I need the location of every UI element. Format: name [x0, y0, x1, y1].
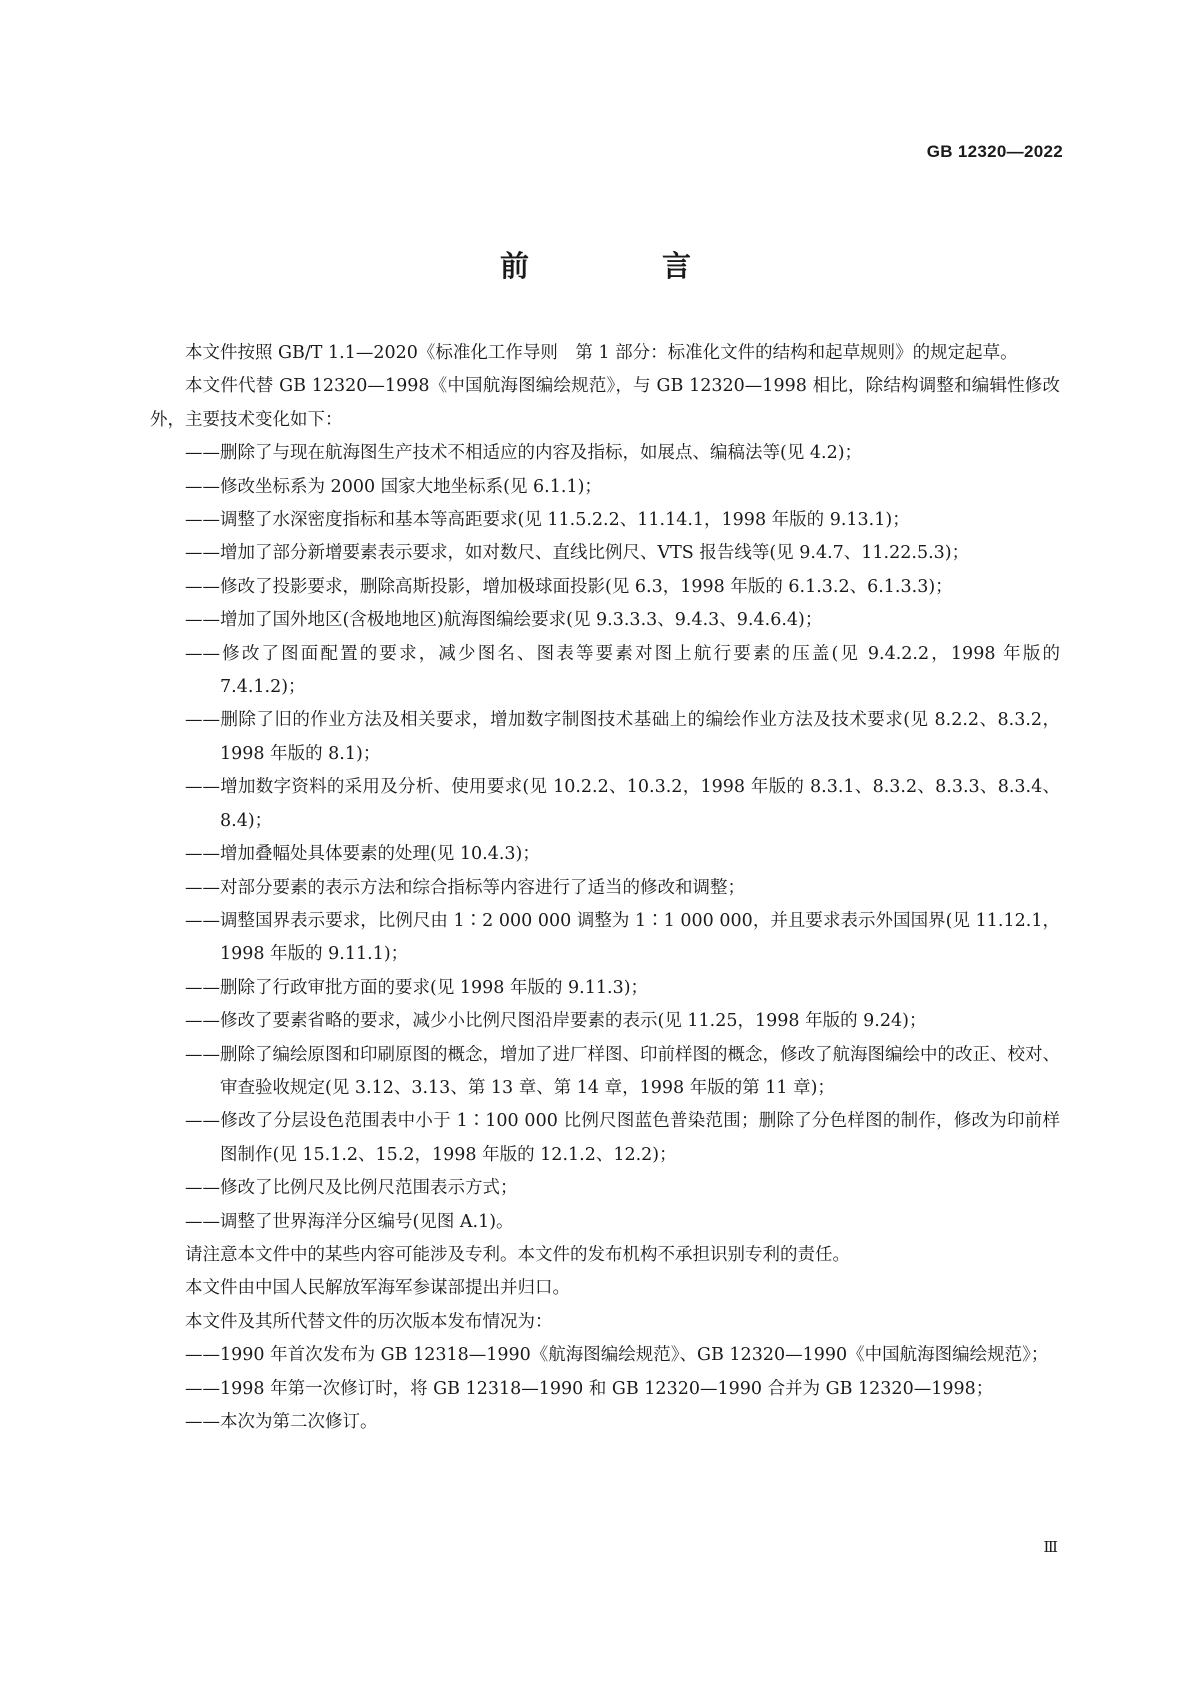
list-item: ——对部分要素的表示方法和综合指标等内容进行了适当的修改和调整； — [185, 877, 745, 898]
paragraph: 本文件代替 GB 12320—1998《中国航海图编绘规范》，与 GB 12320—1998 相比，除结构调整和编辑性修改外，主要技术变化如下： — [150, 376, 1060, 430]
paragraph: 本文件按照 GB/T 1.1—2020《标准化工作导则 第 1 部分：标准化文件的结构和起草规则》的规定起草。 — [185, 343, 1018, 363]
list-item: ——修改了分层设色范围表中小于 1∶100 000 比例尺图蓝色普染范围；删除了分色样图的制作，修改为印前样图制作(见 15.1.2、15.2，1998 年版的 12.1.2、12.2)； — [185, 1111, 1060, 1165]
paragraph: 请注意本文件中的某些内容可能涉及专利。本文件的发布机构不承担识别专利的责任。 — [185, 1244, 850, 1265]
page-number: Ⅲ — [1043, 1538, 1058, 1556]
list-item: ——增加了部分新增要素表示要求，如对数尺、直线比例尺、VTS 报告线等(见 9.4.7、11.22.5.3)； — [185, 543, 970, 564]
list-item: ——调整了水深密度指标和基本等高距要求(见 11.5.2.2、11.14.1，1998 年版的 9.13.1)； — [185, 510, 910, 531]
paragraph: 本文件由中国人民解放军海军参谋部提出并归口。 — [185, 1278, 570, 1299]
paragraph: 本文件及其所代替文件的历次版本发布情况为： — [185, 1311, 553, 1332]
list-item: ——调整国界表示要求，比例尺由 1∶2 000 000 调整为 1∶1 000 000，并且要求表示外国国界(见 11.12.1，1998 年版的 9.11.1)； — [185, 910, 1060, 965]
list-item: ——删除了编绘原图和印刷原图的概念，增加了进厂样图、印前样图的概念，修改了航海图编绘中的改正、校对、审查验收规定(见 3.12、3.13、第 13 章、第 14 章，1998 年版的第 11 章)； — [185, 1044, 1060, 1098]
list-item: ——本次为第二次修订。 — [185, 1412, 378, 1432]
page-title: 前 言 — [499, 249, 743, 283]
list-item: ——删除了与现在航海图生产技术不相适应的内容及指标，如展点、编稿法等(见 4.2)； — [185, 443, 863, 464]
list-item: ——调整了世界海洋分区编号(见图 A.1)。 — [185, 1211, 514, 1232]
list-item: ——增加数字资料的采用及分析、使用要求(见 10.2.2、10.3.2，1998 年版的 8.3.1、8.3.2、8.3.3、8.3.4、8.4)； — [185, 777, 1060, 831]
list-item: ——修改了图面配置的要求，减少图名、图表等要素对图上航行要素的压盖(见 9.4.2.2，1998 年版的 7.4.1.2)； — [185, 643, 1060, 698]
list-item: ——1998 年第一次修订时，将 GB 12318—1990 和 GB 12320—1990 合并为 GB 12320—1998； — [185, 1378, 994, 1399]
list-item: ——增加了国外地区(含极地地区)航海图编绘要求(见 9.3.3.3、9.4.3、9.4.6.4)； — [185, 610, 823, 631]
list-item: ——修改了投影要求，删除高斯投影，增加极球面投影(见 6.3，1998 年版的 6.1.3.2、6.1.3.3)； — [185, 576, 953, 597]
document-id: GB 12320—2022 — [926, 142, 1063, 161]
document-body — [150, 337, 1060, 1439]
list-item: ——删除了旧的作业方法及相关要求，增加数字制图技术基础上的编绘作业方法及技术要求(见 8.2.2、8.3.2，1998 年版的 8.1)； — [185, 710, 1060, 764]
list-item: ——删除了行政审批方面的要求(见 1998 年版的 9.11.3)； — [185, 977, 649, 998]
list-item: ——修改了比例尺及比例尺范围表示方式； — [185, 1178, 518, 1199]
list-item: ——修改坐标系为 2000 国家大地坐标系(见 6.1.1)； — [185, 476, 602, 497]
list-item: ——1990 年首次发布为 GB 12318—1990《航海图编绘规范》、GB 12320—1990《中国航海图编绘规范》； — [185, 1345, 1049, 1366]
list-item: ——增加叠幅处具体要素的处理(见 10.4.3)； — [185, 844, 540, 865]
list-item: ——修改了要素省略的要求，减少小比例尺图沿岸要素的表示(见 11.25，1998 年版的 9.24)； — [185, 1011, 927, 1032]
